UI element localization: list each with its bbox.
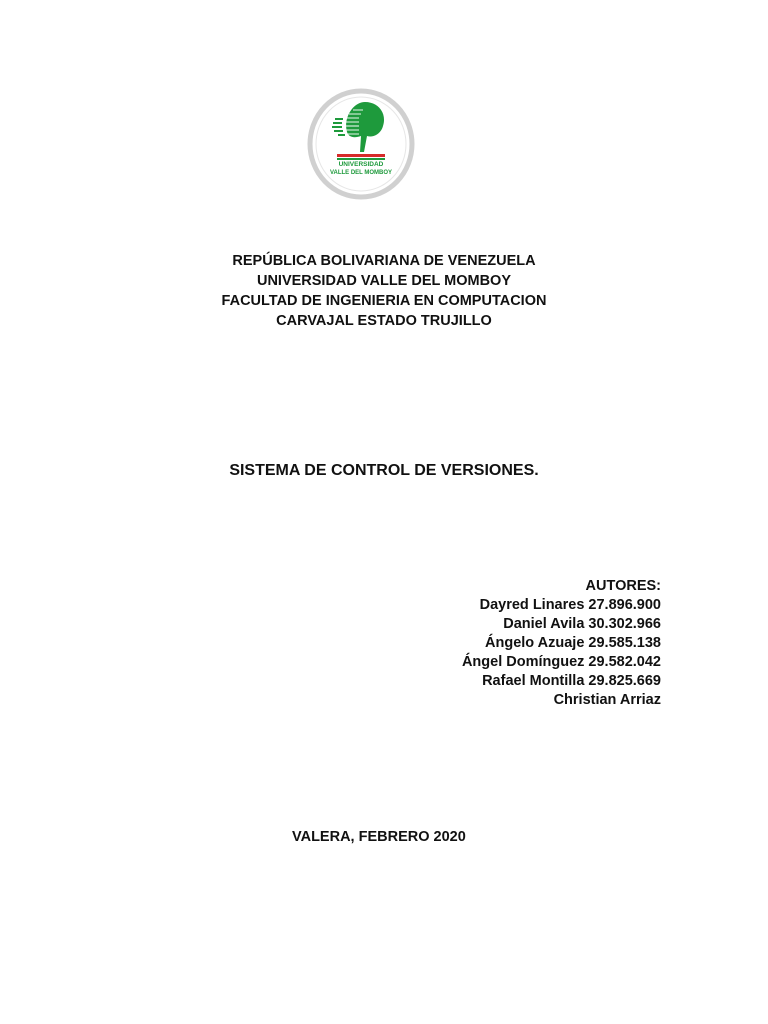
author-line: Ángelo Azuaje 29.585.138: [485, 635, 661, 651]
author-line: Rafael Montilla 29.825.669: [482, 673, 661, 689]
header-line-location: CARVAJAL ESTADO TRUJILLO: [276, 313, 492, 329]
logo-text-valle: VALLE DEL MOMBOY: [329, 170, 393, 176]
author-line: Ángel Domínguez 29.582.042: [461, 654, 661, 670]
author-line: Christian Arriaz: [553, 692, 661, 708]
document-title: SISTEMA DE CONTROL DE VERSIONES.: [229, 462, 539, 479]
header-line-university: UNIVERSIDAD VALLE DEL MOMBOY: [256, 273, 512, 289]
authors-block: [462, 577, 661, 710]
header-line-faculty: FACULTAD DE INGENIERIA EN COMPUTACION: [221, 293, 547, 309]
institution-header: [0, 251, 768, 331]
authors-label: AUTORES:: [585, 578, 661, 594]
university-logo: [307, 88, 415, 200]
author-line: Dayred Linares 27.896.900: [479, 597, 661, 613]
university-seal-icon: [307, 88, 415, 200]
place-date: VALERA, FEBRERO 2020: [292, 829, 466, 845]
header-line-republic: REPÚBLICA BOLIVARIANA DE VENEZUELA: [232, 253, 536, 269]
logo-text-university: UNIVERSIDAD: [338, 161, 384, 168]
author-line: Daniel Avila 30.302.966: [503, 616, 661, 632]
